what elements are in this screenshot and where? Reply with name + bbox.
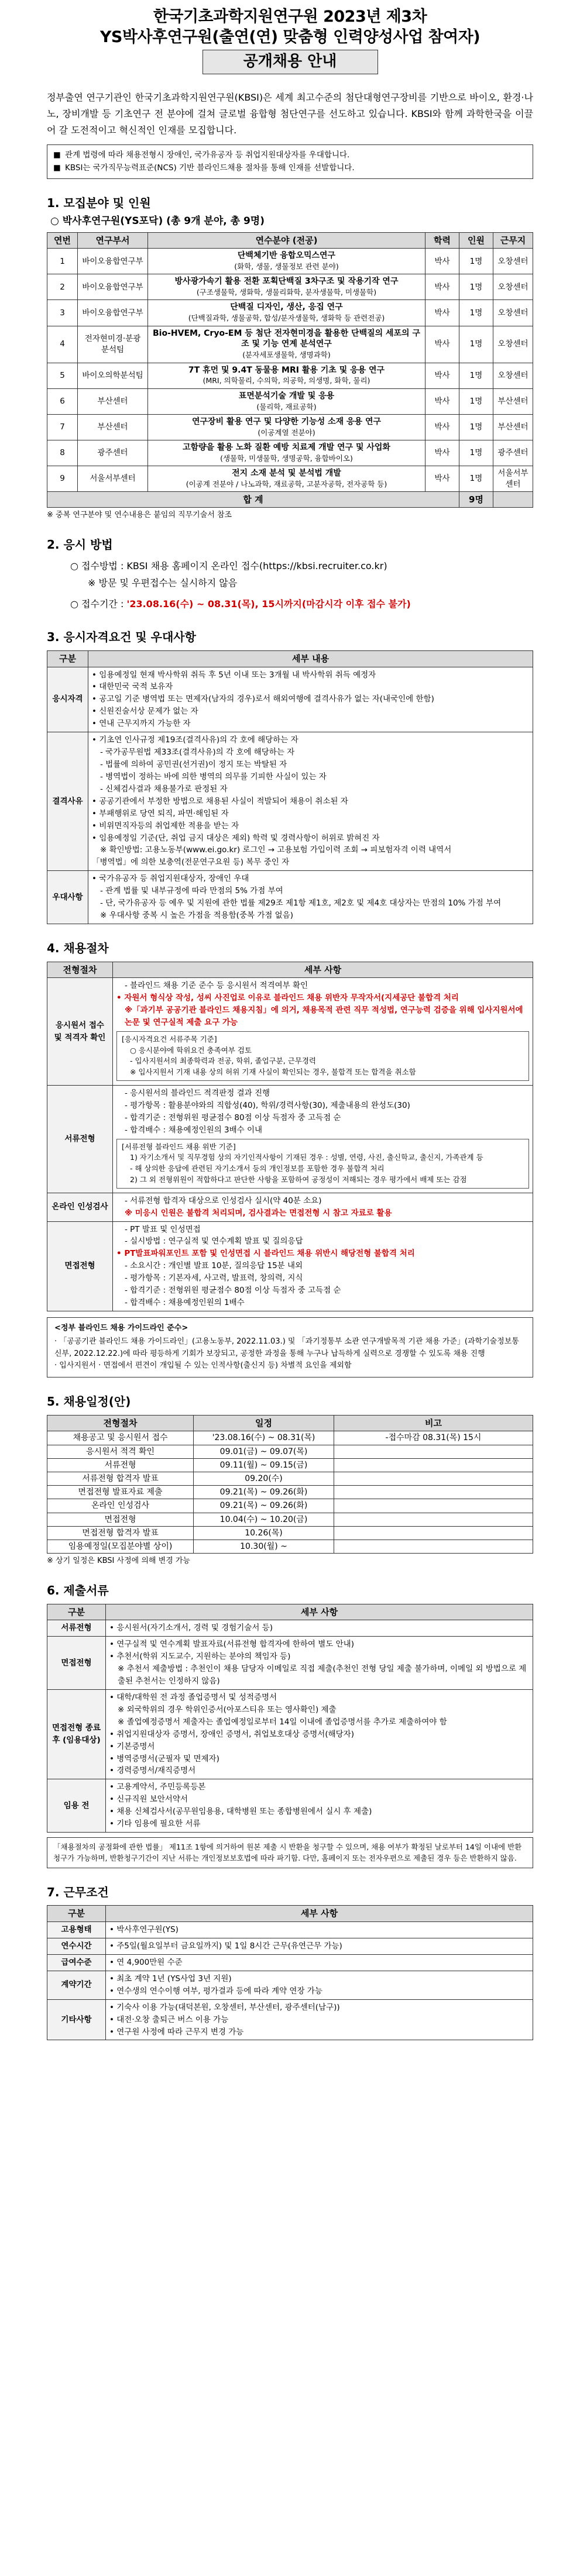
- row-label: 서류전형: [47, 1085, 113, 1193]
- section-title: 1. 모집분야 및 인원: [47, 195, 151, 210]
- apply-method-note: ※ 방문 및 우편접수는 실시하지 않음: [88, 577, 238, 588]
- section-note: ※ 상기 일정은 KBSI 사정에 의해 변경 가능: [47, 1556, 190, 1566]
- bullet-icon: ■: [53, 163, 61, 173]
- row-number: 8: [47, 440, 78, 466]
- row-item: • 주5일(월요일부터 금요일까지) 및 1일 8시간 근무(유연근무 가능): [109, 1941, 342, 1951]
- schedule-note: [334, 1499, 533, 1513]
- doc-title-line1: 한국기초과학지원연구원 2023년 제3차: [153, 8, 427, 26]
- row-content: [106, 1637, 533, 1690]
- table-header: 세부 내용: [88, 650, 533, 667]
- table-header: 연구부서: [78, 232, 148, 249]
- row-item: - 실시방법 : 연구실적 및 연수계획 발표 및 질의응답: [125, 1237, 303, 1246]
- criteria-item: - 입사지원서의 최종학력과 전공, 학위, 졸업구분, 근무경력: [130, 1056, 316, 1066]
- table-header: 학력: [425, 232, 459, 249]
- row-item: • 기본증명서: [109, 1741, 155, 1751]
- total-row: [47, 492, 533, 508]
- documents-note: 「채용절차의 공정화에 관한 법률」 제11조 1항에 의거하여 원본 제출 시 반환을 청구할 수 있으며, 채용 여부가 확정된 날로부터 14일 이내에 반환청구가 가능하며, 반환청구기간이 지난 서류는 개인정보보호법에 따라 파기함. 다만, 홈페이지 또는 전자우편으로 제출된 경우 등은 반환하지 않음.: [47, 1837, 533, 1868]
- row-item: - 서류전형 합격자 대상으로 인성검사 실시(약 40분 소요): [125, 1196, 322, 1206]
- field-cell: [148, 440, 425, 466]
- intro-paragraph: 정부출연 연구기관인 한국기초과학지원연구원(KBSI)은 세계 최고수준의 첨단대형연구장비를 기반으로 바이오, 환경·나노, 장비개발 등 기초연구 전 분야에 걸쳐 글로벌 융합형 첨단연구를 선도하고 있습니다. KBSI와 함께 과학한국을 이끌어 갈 도전적이고 혁신적인 인재를 모집합니다.: [47, 91, 533, 136]
- doc-title-line2: YS박사후연구원(출연(연) 맞춤형 인력양성사업 참여자): [99, 27, 481, 46]
- guide-item: · 「공공기관 블라인드 채용 가이드라인」(고용노동부, 2022.11.03.) 및 「과기정통부 소관 연구개발목적 기관 채용 가준」(과학기술정보통신부, 2022.12.22.)에 따라 평등하게 기회가 보장되고, 공정한 과정을 통해 누구나 납득하게 실력으로 경쟁할 수 있도록 채용 진행: [54, 1337, 519, 1358]
- notice-item: KBSI는 국가직무능력표준(NCS) 기반 블라인드채용 절차를 통해 인재를 선발합니다.: [65, 163, 355, 173]
- row-label: 온라인 인성검사: [47, 1193, 113, 1221]
- row-item: • 공공기관에서 부정한 방법으로 채용된 사실이 적발되어 채용이 취소된 자: [92, 796, 348, 806]
- apply-period-value: '23.08.16(수) ~ 08.31(목), 15시까지(마감시각 이후 접수 불가): [126, 598, 411, 610]
- field-title: 방사광가속기 활용 전환 포획단백질 3차구조 및 작용기작 연구: [174, 277, 399, 287]
- field-major: (단백질과학, 생물공학, 합성/분자생물학, 생화학 등 관련전공): [188, 314, 385, 323]
- field-title: 7T 휴먼 및 9.4T 동물용 MRI 활용 기초 및 응용 연구: [188, 365, 385, 375]
- schedule-note: -접수마감 08.31(목) 15시: [334, 1431, 533, 1445]
- field-major: (구조생물학, 생화학, 생물리화학, 분자생물학, 미생물학): [196, 288, 377, 297]
- row-item: • 연구실적 및 연수계획 발표자료(서류전형 합격자에 한하여 별도 안내): [109, 1640, 354, 1649]
- schedule-step: 면접전형 합격자 발표: [47, 1526, 194, 1540]
- row-item: • 자원서 형식상 작성, 성씨 사진업로 이유로 블라인드 채용 위반자 무작자서(지세공단 불합격 처리: [116, 993, 459, 1003]
- row-item: • 병역증명서(군필자 및 면제자): [109, 1754, 219, 1764]
- schedule-note: [334, 1486, 533, 1499]
- work-location: 오창센터: [493, 300, 533, 326]
- degree: 박사: [425, 466, 459, 492]
- qualification-table: [47, 650, 533, 924]
- table-row: [47, 466, 533, 492]
- guide-title: <정부 블라인드 채용 가이드라인 준수>: [54, 1323, 188, 1332]
- row-item: • 취업지원대상자 증명서, 장애인 증명서, 취업보호대상 증명서(해당자): [109, 1729, 354, 1739]
- row-item: • 경력증명서/재직증명서: [109, 1766, 196, 1776]
- schedule-date: 10.04(수) ~ 10.20(금): [194, 1513, 334, 1526]
- work-location: 오창센터: [493, 326, 533, 363]
- schedule-date: 10.26(목): [194, 1526, 334, 1540]
- table-header: 세부 사항: [106, 1604, 533, 1620]
- row-number: 4: [47, 326, 78, 363]
- schedule-note: [334, 1445, 533, 1458]
- total-label: 합 계: [47, 492, 459, 508]
- schedule-date: 09.21(목) ~ 09.26(화): [194, 1486, 334, 1499]
- table-row: [47, 667, 533, 732]
- row-item: • 기초연 인사규정 제19조(결격사유)의 각 호에 해당하는 자: [92, 735, 298, 745]
- schedule-step: 면접전형: [47, 1513, 194, 1526]
- schedule-date: 10.30(월) ~: [194, 1540, 334, 1553]
- row-item: - 평가항목 : 기본자세, 사고력, 발표력, 창의력, 지식: [125, 1273, 303, 1283]
- headcount: 1명: [459, 440, 493, 466]
- row-item: • 국가유공자 등 취업지원대상자, 장애인 우대: [92, 874, 249, 884]
- table-header: 구분: [47, 650, 88, 667]
- row-content: [106, 1922, 533, 1938]
- criteria-item: 2) 그 외 전형위원이 적합하다고 판단한 사항을 포함하여 공정성이 저해되는 경우 평가에서 배제 또는 감점: [130, 1175, 467, 1184]
- degree: 박사: [425, 414, 459, 440]
- degree: 박사: [425, 326, 459, 363]
- table-header-row: [47, 232, 533, 249]
- field-cell: [148, 274, 425, 300]
- field-major: (화학, 생물, 생물정보 관련 분야): [234, 262, 339, 271]
- row-item: • 연내 근무지까지 가능한 자: [92, 719, 191, 729]
- table-header: 연번: [47, 232, 78, 249]
- work-location: 오창센터: [493, 363, 533, 388]
- row-content: [106, 1971, 533, 1999]
- schedule-date: 09.20(수): [194, 1472, 334, 1485]
- department: 전자현미경·분광분석팀: [78, 326, 148, 363]
- section-title: 2. 응시 방법: [47, 538, 113, 552]
- row-content: [113, 1085, 533, 1193]
- field-cell: [148, 249, 425, 274]
- row-content: [113, 1193, 533, 1221]
- table-row: [47, 1221, 533, 1311]
- table-row: [47, 1779, 533, 1833]
- table-row: [47, 363, 533, 388]
- conditions-table: [47, 1905, 533, 2040]
- table-header: 인원: [459, 232, 493, 249]
- schedule-note: [334, 1513, 533, 1526]
- row-item: • 대전·오창 출퇴근 버스 이용 가능: [109, 2014, 229, 2024]
- row-label: 계약기간: [47, 1971, 106, 1999]
- recruit-site-link[interactable]: https://kbsi.recruiter.co.kr: [263, 560, 384, 571]
- row-label: 급여수준: [47, 1954, 106, 1971]
- table-header: 일정: [194, 1415, 334, 1431]
- schedule-row: [47, 1431, 533, 1445]
- table-row: [47, 414, 533, 440]
- schedule-step: 임용예정일(모집분야별 상이): [47, 1540, 194, 1553]
- row-number: 7: [47, 414, 78, 440]
- work-location: 부산센터: [493, 414, 533, 440]
- table-header: 연수분야 (전공): [148, 232, 425, 249]
- table-row: [47, 274, 533, 300]
- process-table: [47, 962, 533, 1311]
- row-item: - 국가공무원법 제33조(결격사유)의 각 호에 해당하는 자: [100, 748, 295, 757]
- section-subtitle: ○ 박사후연구원(YS포닥) (총 9개 분야, 총 9명): [50, 215, 265, 228]
- table-row: [47, 1689, 533, 1779]
- total-value: 9명: [459, 492, 493, 508]
- schedule-step: 온라인 인성검사: [47, 1499, 194, 1513]
- notice-box: [47, 144, 533, 179]
- table-header: 구분: [47, 1906, 106, 1922]
- schedule-date: 09.01(금) ~ 09.07(목): [194, 1445, 334, 1458]
- section-title: 7. 근무조건: [47, 1885, 109, 1899]
- row-label: 응시원서 접수 및 적격자 확인: [47, 978, 113, 1086]
- headcount: 1명: [459, 466, 493, 492]
- schedule-row: [47, 1486, 533, 1499]
- row-item: - PT 발표 및 인성면접: [125, 1224, 201, 1234]
- degree: 박사: [425, 440, 459, 466]
- row-item: • 임용예정일 기준(단, 취업 금지 대상은 제외) 학력 및 경력사항이 허위로 밝혀진 자: [92, 833, 380, 843]
- row-item: • 대학/대학원 전 과정 졸업증명서 및 성적증명서: [109, 1692, 277, 1702]
- table-row: [47, 1620, 533, 1637]
- field-major: (MRI, 의학물리, 수의학, 의공학, 의생명, 화학, 물리): [203, 376, 370, 385]
- criteria-item: ※ 입사지원서 기재 내용 상의 허위 기재 사실이 확인되는 경우, 불합격 또는 합격을 취소함: [130, 1067, 416, 1077]
- row-item: • 신원진술서상 문제가 없는 자: [92, 707, 198, 717]
- row-item: • PT발표파워포인트 포함 및 인성면접 시 블라인드 채용 위반시 해당전형 불합격 처리: [116, 1249, 415, 1259]
- row-item: • 부패행위로 당연 퇴직, 파면·해임된 자: [92, 808, 229, 818]
- field-title: 표면분석기술 개발 및 응용: [238, 391, 335, 401]
- row-item: ※「과기부 공공기관 블라인드 채용지침」에 의거, 채용목적 관련 직무 적성법, 연구능력 검증을 위해 입사지원서에 논문 및 연구실적 제출 요구 가능: [125, 1005, 523, 1028]
- table-row: [47, 1999, 533, 2040]
- schedule-step: 서류전형: [47, 1458, 194, 1472]
- table-row: [47, 440, 533, 466]
- field-cell: [148, 388, 425, 414]
- row-number: 5: [47, 363, 78, 388]
- row-label: 연수시간: [47, 1938, 106, 1955]
- row-label: 결격사유: [47, 732, 88, 871]
- table-row: [47, 1922, 533, 1938]
- table-row: [47, 871, 533, 924]
- guide-item: · 입사지원서 · 면접에서 편견이 개입될 수 있는 인적사항(출신지 등) 차별적 요인을 제외함: [54, 1361, 352, 1370]
- row-number: 2: [47, 274, 78, 300]
- apply-method-suffix: ): [383, 560, 387, 571]
- field-title: Bio-HVEM, Cryo-EM 등 첨단 전자현미경을 활용한 단백질의 세포의 구조 및 기능 연계 분석연구: [153, 328, 420, 349]
- field-title: 연구장비 활용 연구 및 다양한 기능성 소재 응용 연구: [192, 416, 381, 426]
- section-note: ※ 중복 연구분야 및 연수내용은 붙임의 직무기술서 참조: [47, 511, 232, 520]
- row-label: 임용 전: [47, 1779, 106, 1833]
- apply-method: [70, 558, 533, 613]
- apply-method-label: ○ 접수방법 : KBSI 채용 홈페이지 온라인 접수(: [70, 560, 263, 571]
- headcount: 1명: [459, 388, 493, 414]
- row-label: 서류전형: [47, 1620, 106, 1637]
- row-item: • 연 4,900만원 수준: [109, 1957, 183, 1967]
- row-item: - 블라인드 채용 기준 준수 등 응시원서 적격여부 확인: [125, 981, 308, 991]
- row-label: 면접전형: [47, 1637, 106, 1690]
- field-cell: [148, 414, 425, 440]
- field-cell: [148, 363, 425, 388]
- row-item: ※ 확인방법: 고용노동부(www.ei.go.kr) 로그인 → 고용보험 가입이력 조회 → 피보험자격 이력 내역서: [100, 845, 452, 855]
- table-row: [47, 388, 533, 414]
- row-label: 면접전형: [47, 1221, 113, 1311]
- row-number: 6: [47, 388, 78, 414]
- table-row: [47, 300, 533, 326]
- schedule-step: 응시원서 적격 확인: [47, 1445, 194, 1458]
- row-item: ※ 미응시 인원은 불합격 처리되며, 검사결과는 면접전형 시 참고 자료로 활용: [125, 1208, 392, 1218]
- department: 바이오융합연구부: [78, 249, 148, 274]
- documents-table: [47, 1604, 533, 1833]
- table-header: 구분: [47, 1604, 106, 1620]
- field-major: (생물학, 미생물학, 생명공학, 융합바이오): [220, 453, 353, 463]
- row-number: 9: [47, 466, 78, 492]
- headcount: 1명: [459, 363, 493, 388]
- row-item: - 합격배수 : 채용예정인원의 3배수 이내: [125, 1125, 263, 1135]
- criteria-item: - 해 상의한 응답에 관련된 자기소개서 등의 개인정보를 포함한 경우 불합격 처리: [130, 1164, 385, 1173]
- table-header: 비고: [334, 1415, 533, 1431]
- work-location: 서울서부센터: [493, 466, 533, 492]
- row-item: • 임용예정일 현재 박사학위 취득 후 5년 이내 또는 3개월 내 박사학위 취득 예정자: [92, 670, 376, 680]
- degree: 박사: [425, 388, 459, 414]
- row-item: ※ 외국학위의 경우 학위인증서(아포스티유 또는 영사확인) 제출: [118, 1704, 337, 1714]
- field-cell: [148, 326, 425, 363]
- work-location: 오창센터: [493, 249, 533, 274]
- row-item: - 합격기준 : 전형위원 평균점수 80점 이상 득점자 중 고득점 순: [125, 1113, 341, 1122]
- row-item: • 연수생의 연수이행 여부, 평가결과 등에 따라 계약 연장 가능: [109, 1986, 322, 1996]
- row-item: 「병역법」에 의한 보충역(전문연구요원 등) 복무 중인 자: [92, 857, 290, 867]
- row-item: • 기숙사 이용 가능(대덕본원, 오창센터, 부산센터, 광주센터(남구)): [109, 2002, 340, 2012]
- criteria-box: [116, 1031, 529, 1081]
- table-row: [47, 249, 533, 274]
- row-item: - 합격기준 : 전형위원 평균점수 80점 이상 득점자 중 고득점 순: [125, 1286, 341, 1296]
- schedule-row: [47, 1526, 533, 1540]
- department: 부산센터: [78, 414, 148, 440]
- row-item: - 평가항목 : 활용분야와의 직합성(40), 학위/경력사항(30), 제출내용의 완성도(30): [125, 1100, 410, 1110]
- row-item: ※ 졸업예정증명서 제출자는 졸업예정일로부터 14일 이내에 졸업증명서를 추가로 제출하여야 함: [118, 1717, 447, 1727]
- row-content: [106, 1779, 533, 1833]
- row-item: • 응시원서(자기소개서, 경력 및 경험기술서 등): [109, 1623, 273, 1633]
- row-content: [113, 978, 533, 1086]
- schedule-note: [334, 1526, 533, 1540]
- degree: 박사: [425, 363, 459, 388]
- schedule-note: [334, 1472, 533, 1485]
- row-item: • 비위면직자등의 취업제한 적용을 받는 자: [92, 821, 239, 831]
- schedule-step: 서류전형 합격자 발표: [47, 1472, 194, 1485]
- schedule-step: 채용공고 및 응시원서 접수: [47, 1431, 194, 1445]
- row-item: - 단, 국가유공자 등 예우 및 지원에 관한 법률 제29조 제1항 제1호, 제2호 및 제4호 대상자는 만점의 10% 가점 부여: [100, 898, 502, 908]
- table-header: 세부 사항: [106, 1906, 533, 1922]
- criteria-item: ○ 응시분야에 학위요건 충족여부 검토: [130, 1045, 252, 1055]
- positions-table: [47, 232, 533, 508]
- criteria-box: [116, 1139, 529, 1189]
- row-label: 고용형태: [47, 1922, 106, 1938]
- schedule-note: [334, 1458, 533, 1472]
- row-content: [88, 871, 533, 924]
- row-item: - 합격배수 : 채용예정인원의 1배수: [125, 1298, 245, 1308]
- field-cell: [148, 300, 425, 326]
- criteria-item: [서류전형 블라인드 채용 위반 기준]: [122, 1142, 236, 1151]
- row-label: 기타사항: [47, 1999, 106, 2040]
- field-major: (분자세포생물학, 생명과학): [242, 350, 331, 360]
- department: 바이오의학분석팀: [78, 363, 148, 388]
- row-item: - 법률에 의하여 공민권(선거권)이 정지 또는 박탈된 자: [100, 760, 287, 770]
- row-item: ※ 추천서 제출방법 : 추천인이 채용 담당자 이메일로 직접 제출(추천인 전형 당일 제출 불가하며, 이메일 외 방법으로 제출된 추천서는 인정하지 않음): [118, 1664, 527, 1686]
- table-header: 전형절차: [47, 1415, 194, 1431]
- row-item: - 신체검사결과 채용불가로 판정된 자: [100, 784, 228, 794]
- schedule-row: [47, 1513, 533, 1526]
- row-item: ※ 우대사항 중복 시 높은 가점을 적용함(중복 가점 없음): [100, 911, 294, 921]
- row-item: • 대한민국 국적 보유자: [92, 682, 173, 692]
- row-item: • 공고일 기준 병역법 또는 면제자(남자의 경우)로서 해외여행에 결격사유가 없는 자(내국인에 한함): [92, 694, 434, 704]
- field-title: 전지 소재 분석 및 분석법 개발: [232, 469, 341, 478]
- table-row: [47, 1971, 533, 1999]
- row-content: [106, 1954, 533, 1971]
- row-number: 3: [47, 300, 78, 326]
- bullet-icon: ■: [53, 150, 61, 160]
- row-content: [106, 1938, 533, 1955]
- criteria-item: [응시자격요건 서류주목 기준]: [122, 1034, 217, 1044]
- headcount: 1명: [459, 300, 493, 326]
- table-row: [47, 1938, 533, 1955]
- table-row: [47, 1193, 533, 1221]
- department: 바이오융합연구부: [78, 300, 148, 326]
- row-item: • 채용 신체검사서(공무원임용용, 대학병원 또는 종합병원에서 실시 후 제출): [109, 1807, 372, 1817]
- schedule-row: [47, 1499, 533, 1513]
- department: 광주센터: [78, 440, 148, 466]
- field-major: (이공계 전분야 / 나노과학, 재료공학, 고분자공학, 전자공학 등): [186, 479, 387, 488]
- row-content: [106, 1620, 533, 1637]
- row-label: 우대사항: [47, 871, 88, 924]
- schedule-note: [334, 1540, 533, 1553]
- row-item: - 관계 법률 및 내부규정에 따라 만점의 5% 가점 부여: [100, 886, 283, 896]
- blind-guide-box: [47, 1317, 533, 1377]
- row-content: [106, 1689, 533, 1779]
- work-location: 오창센터: [493, 274, 533, 300]
- section-title: 5. 채용일정(안): [47, 1394, 131, 1409]
- headcount: 1명: [459, 414, 493, 440]
- row-item: - 응시원서의 블라인드 적격판정 결과 진행: [125, 1088, 270, 1098]
- apply-period-label: ○ 접수기간 :: [70, 598, 127, 610]
- table-row: [47, 1085, 533, 1193]
- section-title: 6. 제출서류: [47, 1583, 109, 1598]
- schedule-row: [47, 1458, 533, 1472]
- degree: 박사: [425, 274, 459, 300]
- schedule-row: [47, 1472, 533, 1485]
- row-item: • 연구원 사정에 따라 근무지 변경 가능: [109, 2027, 244, 2037]
- schedule-date: 09.11(월) ~ 09.15(금): [194, 1458, 334, 1472]
- work-location: 부산센터: [493, 388, 533, 414]
- headcount: 1명: [459, 249, 493, 274]
- headcount: 1명: [459, 326, 493, 363]
- table-row: [47, 1954, 533, 1971]
- table-header: 전형절차: [47, 962, 113, 978]
- table-row: [47, 326, 533, 363]
- department: 서울서부센터: [78, 466, 148, 492]
- schedule-step: 면접전형 발표자료 제출: [47, 1486, 194, 1499]
- field-title: 단백체기반 융합오믹스연구: [237, 251, 336, 261]
- row-content: [88, 732, 533, 871]
- row-item: • 최초 계약 1년 (YS사업 3년 지원): [109, 1974, 232, 1983]
- section-title: 4. 채용절차: [47, 941, 109, 955]
- schedule-date: '23.08.16(수) ~ 08.31(목): [194, 1431, 334, 1445]
- section-title: 3. 응시자격요건 및 우대사항: [47, 630, 196, 645]
- row-item: • 박사후연구원(YS): [109, 1925, 179, 1935]
- headcount: 1명: [459, 274, 493, 300]
- criteria-item: 1) 자기소개서 및 직무경험 상의 자기인적사항이 기재된 경우 : 성별, 연령, 사진, 출신학교, 출신지, 가족관계 등: [130, 1153, 483, 1162]
- field-cell: [148, 466, 425, 492]
- row-label: 응시자격: [47, 667, 88, 732]
- work-location: 광주센터: [493, 440, 533, 466]
- schedule-table: [47, 1415, 533, 1554]
- notice-item: 관계 법령에 따라 채용전형시 장애인, 국가유공자 등 취업지원대상자를 우대합니다.: [65, 150, 350, 160]
- degree: 박사: [425, 249, 459, 274]
- table-row: [47, 978, 533, 1086]
- field-major: (이공계열 전분야): [258, 428, 315, 437]
- row-content: [106, 1999, 533, 2040]
- table-row: [47, 732, 533, 871]
- field-major: (물리학, 재료공학): [256, 402, 317, 411]
- row-number: 1: [47, 249, 78, 274]
- schedule-row: [47, 1445, 533, 1458]
- field-title: 단백질 디자인, 생산, 응집 연구: [230, 302, 343, 312]
- table-header: 세부 사항: [113, 962, 533, 978]
- row-item: • 신규직원 보안서약서: [109, 1795, 188, 1804]
- row-label: 면접전형 종료 후 (임용대상): [47, 1689, 106, 1779]
- row-content: [113, 1221, 533, 1311]
- field-title: 고함량을 활용 노화 질환 예방 치료제 개발 연구 및 사업화: [183, 442, 390, 452]
- department: 바이오융합연구부: [78, 274, 148, 300]
- row-item: • 고용계약서, 주민등록등본: [109, 1782, 206, 1792]
- table-row: [47, 1637, 533, 1690]
- degree: 박사: [425, 300, 459, 326]
- department: 부산센터: [78, 388, 148, 414]
- row-item: - 소요시간 : 개인별 발표 10분, 질의응답 15분 내외: [125, 1261, 303, 1271]
- total-blank: [493, 492, 533, 508]
- doc-title-line3: 공개채용 안내: [203, 50, 378, 74]
- row-item: • 기타 임용에 필요한 서류: [109, 1819, 201, 1829]
- row-item: • 추천서(학위 지도교수, 지원하는 분야의 책임자 등): [109, 1652, 291, 1662]
- schedule-row: [47, 1540, 533, 1553]
- table-header: 근무지: [493, 232, 533, 249]
- schedule-date: 09.21(목) ~ 09.26(화): [194, 1499, 334, 1513]
- row-content: [88, 667, 533, 732]
- row-item: - 병역법이 정하는 바에 의한 병역의 의무를 기피한 사실이 있는 자: [100, 772, 327, 781]
